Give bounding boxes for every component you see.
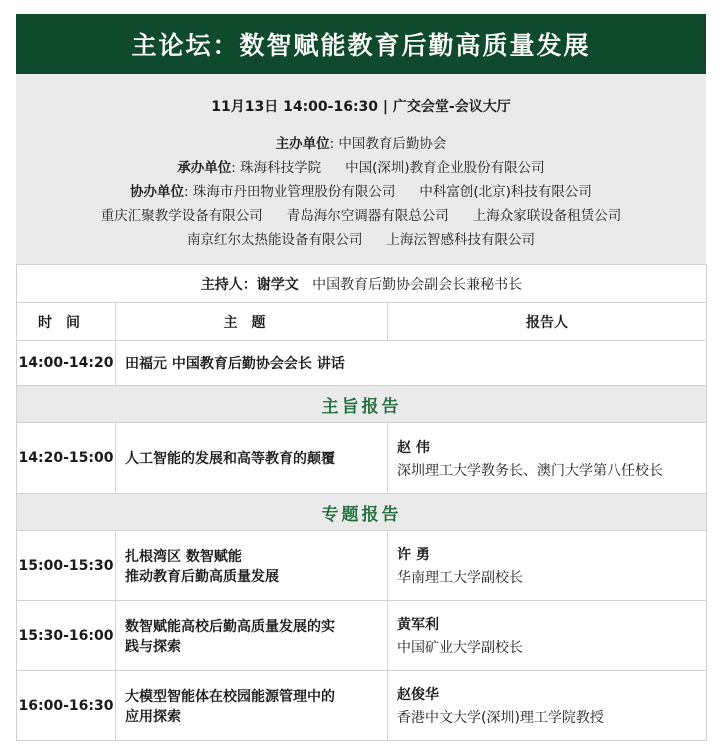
table-row	[17, 601, 707, 671]
co-organizer: 重庆汇聚教学设备有限公司	[100, 208, 263, 224]
host-org-label: 主办单位	[275, 136, 330, 152]
table-row	[17, 671, 707, 741]
host-org: 中国教育后勤协会	[338, 136, 447, 152]
co-organizer-line	[16, 204, 706, 224]
co-organizer-line: 协办单位: 珠海市丹田物业管理股份有限公司 中科富创(北京)科技有限公司	[130, 184, 592, 200]
event-info-panel	[16, 74, 706, 264]
speaker-name: 许 勇	[397, 547, 430, 563]
co-organizer-line	[16, 228, 706, 248]
session-time: 14:00-14:20	[17, 341, 116, 386]
co-organizer: 上海众家联设备租赁公司	[472, 208, 622, 224]
table-row	[17, 341, 707, 386]
co-organizer-label: 协办单位	[130, 184, 185, 200]
schedule-table	[16, 264, 707, 741]
organizer-line: 承办单位: 珠海科技学院 中国(深圳)教育企业股份有限公司	[177, 160, 545, 176]
speaker-cell	[388, 423, 707, 494]
header-topic: 主题	[116, 303, 388, 341]
speaker-cell	[388, 531, 707, 601]
speaker-name: 黄军利	[397, 617, 439, 633]
organizer: 中国(深圳)教育企业股份有限公司	[345, 160, 545, 176]
speaker-title: 深圳理工大学教务长、澳门大学第八任校长	[397, 462, 663, 479]
co-organizer: 南京红尔太热能设备有限公司	[187, 232, 363, 248]
organizer: 珠海科技学院	[240, 160, 322, 176]
table-row	[17, 423, 707, 494]
speaker-cell	[388, 601, 707, 671]
event-date-venue: 11月13日 14:00-16:30 | 广交会堂-会议大厅	[211, 99, 511, 115]
session-time: 16:00-16:30	[17, 671, 116, 741]
co-organizer: 中科富创(北京)科技有限公司	[419, 184, 592, 200]
co-organizer: 青岛海尔空调器有限总公司	[286, 208, 449, 224]
co-organizer: 上海沄智感科技有限公司	[386, 232, 535, 248]
moderator-cell	[17, 265, 707, 303]
section-row	[17, 386, 707, 423]
table-row	[17, 531, 707, 601]
co-organizer: 珠海市丹田物业管理股份有限公司	[192, 184, 396, 200]
session-topic: 人工智能的发展和高等教育的颠覆	[116, 423, 388, 494]
speaker-title: 华南理工大学副校长	[397, 570, 523, 586]
section-row	[17, 494, 707, 531]
moderator-title: 中国教育后勤协会副会长兼秘书长	[312, 276, 523, 293]
header-time: 时间	[17, 303, 116, 341]
speaker-title: 香港中文大学(深圳)理工学院教授	[397, 710, 604, 726]
speaker-title: 中国矿业大学副校长	[397, 640, 523, 656]
moderator-name: 主持人：谢学文	[200, 276, 299, 293]
session-topic: 大模型智能体在校园能源管理中的 应用探索	[116, 671, 388, 741]
session-topic: 数智赋能高校后勤高质量发展的实 践与探索	[116, 601, 388, 671]
session-topic: 扎根湾区 数智赋能 推动教育后勤高质量发展	[116, 531, 388, 601]
organizer-label: 承办单位	[177, 160, 232, 176]
session-time: 15:00-15:30	[17, 531, 116, 601]
header-speaker: 报告人	[388, 303, 707, 341]
opening-speech: 田福元 中国教育后勤协会会长 讲话	[116, 341, 707, 386]
moderator-row	[17, 265, 707, 303]
table-header-row	[17, 303, 707, 341]
speaker-name: 赵俊华	[397, 687, 439, 703]
session-time: 15:30-16:00	[17, 601, 116, 671]
section-special: 专题报告	[17, 494, 707, 531]
speaker-name: 赵 伟	[397, 439, 430, 456]
host-org-line: 主办单位: 中国教育后勤协会	[275, 136, 447, 152]
section-keynote: 主旨报告	[17, 386, 707, 423]
forum-title: 主论坛：数智赋能教育后勤高质量发展	[16, 14, 706, 74]
speaker-cell	[388, 671, 707, 741]
session-time: 14:20-15:00	[17, 423, 116, 494]
